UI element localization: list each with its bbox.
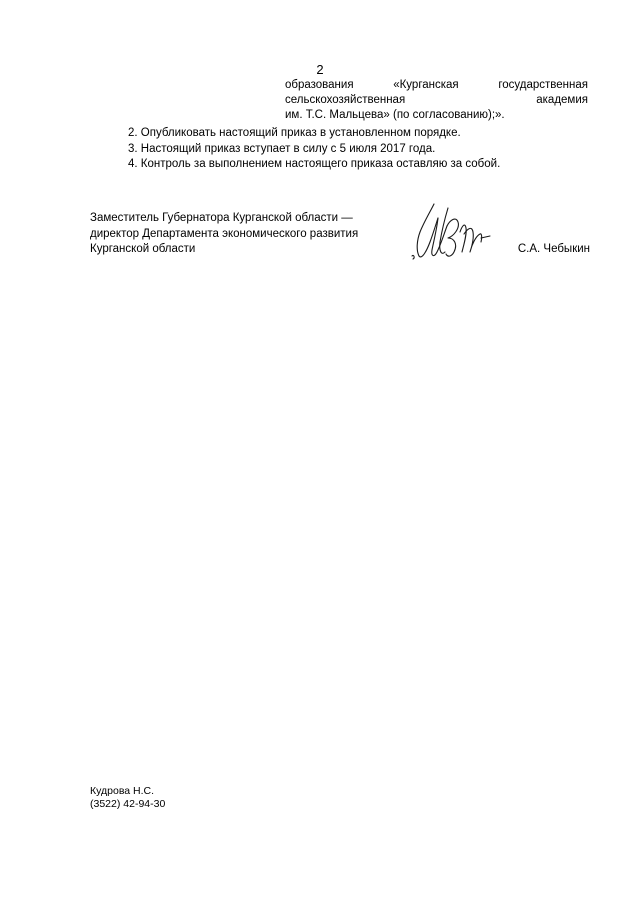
signer-position-line: Курганской области [90, 243, 196, 255]
continuation-word: «Курганская [393, 79, 459, 91]
executor-name: Кудрова Н.С. [90, 785, 155, 797]
executor-phone: (3522) 42-94-30 [90, 798, 166, 810]
order-item-4: 4. Контроль за выполнением настоящего приказа оставляю за собой. [128, 158, 501, 170]
handwritten-signature [410, 198, 492, 264]
continuation-line-3: им. Т.С. Мальцева» (по согласованию);». [285, 109, 505, 121]
page-number: 2 [316, 62, 324, 77]
order-item-2: 2. Опубликовать настоящий приказ в установленном порядке. [128, 127, 461, 139]
signer-name: С.А. Чебыкин [517, 243, 590, 255]
executor-info [90, 785, 165, 811]
continuation-line-1 [285, 78, 588, 93]
continuation-word: образования [285, 79, 354, 91]
signer-position-line: директор Департамента экономического развития [90, 227, 359, 240]
continuation-word: государственная [498, 79, 588, 91]
continuation-word: академия [536, 94, 588, 106]
continuation-line-2 [285, 93, 588, 108]
order-items [128, 126, 598, 173]
continuation-word: сельскохозяйственная [285, 94, 406, 106]
signer-position [90, 211, 358, 258]
order-item-3: 3. Настоящий приказ вступает в силу с 5 июля 2017 года. [128, 142, 436, 155]
continuation-text [285, 78, 588, 123]
signer-position-line: Заместитель Губернатора Курганской области — [90, 212, 353, 224]
